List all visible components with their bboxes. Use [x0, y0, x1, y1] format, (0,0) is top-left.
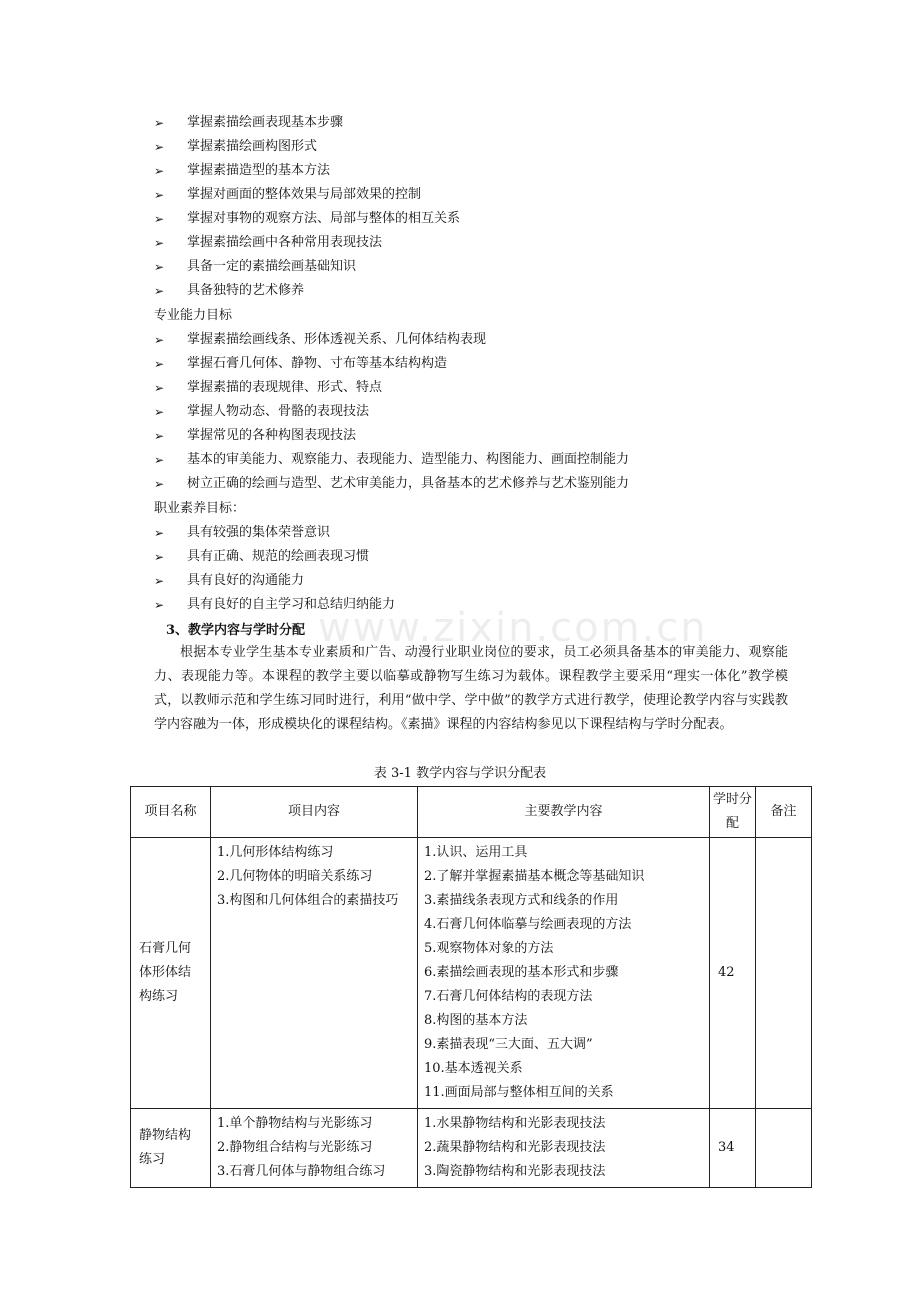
arrow-bullet-icon: ➢ — [154, 260, 165, 274]
list-item-text: 掌握素描绘画构图形式 — [187, 139, 318, 154]
cell-project-name: 石膏几何体形体结构练习 — [131, 838, 211, 1109]
professional-ability-heading: 专业能力目标 — [154, 308, 233, 323]
list-item-text: 掌握石膏几何体、静物、寸布等基本结构构造 — [187, 356, 448, 371]
arrow-bullet-icon: ➢ — [154, 333, 165, 347]
list-item — [152, 111, 460, 135]
list-item-text: 具备一定的素描绘画基础知识 — [187, 259, 357, 274]
list-item — [152, 545, 395, 569]
main-content-line: 6.素描绘画表现的基本形式和步骤 — [424, 965, 619, 980]
cell-notes — [756, 838, 812, 1109]
cell-project-name: 静物结构练习 — [131, 1109, 211, 1188]
content-line: 3.构图和几何体组合的素描技巧 — [217, 893, 399, 908]
cell-notes — [756, 1109, 812, 1188]
arrow-bullet-icon: ➢ — [154, 526, 165, 540]
arrow-bullet-icon: ➢ — [154, 284, 165, 298]
cell-hours: 34 — [710, 1109, 756, 1188]
main-content-line: 4.石膏几何体临摹与绘画表现的方法 — [424, 917, 632, 932]
list-item-text: 具有较强的集体荣誉意识 — [187, 525, 331, 540]
content-line: 2.静物组合结构与光影练习 — [217, 1140, 373, 1155]
main-content-line: 8.构图的基本方法 — [424, 1013, 528, 1028]
main-content-line: 5.观察物体对象的方法 — [424, 941, 554, 956]
cell-hours: 42 — [710, 838, 756, 1109]
list-item-text: 掌握常见的各种构图表现技法 — [187, 428, 357, 443]
list-item — [152, 352, 629, 376]
header-hours: 学时分配 — [710, 787, 756, 838]
list-item — [152, 593, 395, 617]
list-item — [152, 159, 460, 183]
header-project-content: 项目内容 — [211, 787, 418, 838]
list-item-text: 基本的审美能力、观察能力、表现能力、造型能力、构图能力、画面控制能力 — [187, 452, 630, 467]
table-header-row — [131, 787, 812, 838]
arrow-bullet-icon: ➢ — [154, 212, 165, 226]
list-item — [152, 521, 395, 545]
table-caption: 表 3-1 教学内容与学识分配表 — [373, 766, 547, 781]
list-item — [152, 207, 460, 231]
cell-main-content — [418, 838, 710, 1109]
arrow-bullet-icon: ➢ — [154, 116, 165, 130]
list-item — [152, 328, 629, 352]
content-line: 3.石膏几何体与静物组合练习 — [217, 1164, 386, 1179]
list-item-text: 掌握素描造型的基本方法 — [187, 163, 331, 178]
arrow-bullet-icon: ➢ — [154, 429, 165, 443]
allocation-table — [130, 786, 812, 1188]
cell-main-content — [418, 1109, 710, 1188]
content-line: 2.几何物体的明暗关系练习 — [217, 869, 373, 884]
list-item-text: 掌握素描的表现规律、形式、特点 — [187, 380, 383, 395]
arrow-bullet-icon: ➢ — [154, 550, 165, 564]
main-content-line: 2.了解并掌握素描基本概念等基础知识 — [424, 869, 645, 884]
list-item — [152, 376, 629, 400]
list-item — [152, 424, 629, 448]
main-content-line: 9.素描表现“三大面、五大调” — [424, 1037, 593, 1052]
table-row — [131, 1109, 812, 1188]
list-item — [152, 183, 460, 207]
main-content-line: 2.蔬果静物结构和光影表现技法 — [424, 1140, 606, 1155]
table-row — [131, 838, 812, 1109]
list-item-text: 掌握素描绘画表现基本步骤 — [187, 115, 344, 130]
main-content-line: 7.石膏几何体结构的表现方法 — [424, 989, 593, 1004]
arrow-bullet-icon: ➢ — [154, 405, 165, 419]
arrow-bullet-icon: ➢ — [154, 453, 165, 467]
main-content-line: 3.陶瓷静物结构和光影表现技法 — [424, 1164, 606, 1179]
list-item — [152, 279, 460, 303]
main-content-line: 1.认识、运用工具 — [424, 845, 528, 860]
list-item-text: 掌握素描绘画线条、形体透视关系、几何体结构表现 — [187, 332, 487, 347]
arrow-bullet-icon: ➢ — [154, 140, 165, 154]
list-item-text: 掌握对画面的整体效果与局部效果的控制 — [187, 187, 422, 202]
list-item-text: 具有良好的沟通能力 — [187, 573, 305, 588]
arrow-bullet-icon: ➢ — [154, 357, 165, 371]
list-item-text: 掌握人物动态、骨骼的表现技法 — [187, 404, 370, 419]
list-item — [152, 472, 629, 496]
list-item — [152, 569, 395, 593]
list-item-text: 具备独特的艺术修养 — [187, 283, 305, 298]
professional-ability-list — [152, 328, 629, 496]
list-item-text: 掌握对事物的观察方法、局部与整体的相互关系 — [187, 211, 461, 226]
arrow-bullet-icon: ➢ — [154, 164, 165, 178]
main-content-line: 11.画面局部与整体相互间的关系 — [424, 1085, 614, 1100]
arrow-bullet-icon: ➢ — [154, 381, 165, 395]
list-item — [152, 135, 460, 159]
header-project-name: 项目名称 — [131, 787, 211, 838]
vocational-quality-list — [152, 521, 395, 617]
list-item — [152, 231, 460, 255]
header-notes: 备注 — [756, 787, 812, 838]
main-content-line: 1.水果静物结构和光影表现技法 — [424, 1116, 606, 1131]
list-item-text: 树立正确的绘画与造型、艺术审美能力，具备基本的艺术修养与艺术鉴别能力 — [187, 476, 630, 491]
cell-project-content — [211, 1109, 418, 1188]
knowledge-goals-list — [152, 111, 460, 303]
list-item-text: 具有正确、规范的绘画表现习惯 — [187, 549, 370, 564]
arrow-bullet-icon: ➢ — [154, 188, 165, 202]
body-paragraph: 根据本专业学生基本专业素质和广告、动漫行业职业岗位的要求，员工必须具备基本的审美能力、观察能力、表现能力等。本课程的教学主要以临摹或静物写生练习为载体。课程教学主要采用“理实一体化”教学模式，以教师示范和学生练习同时进行，利用“做中学、学中做”的教学方式进行教学，使理论教学内容与实践教学内容融为一体，形成模块化的课程结构。《素描》课程的内容结构参见以下课程结构与学时分配表。 — [154, 645, 788, 732]
header-main-content: 主要教学内容 — [418, 787, 710, 838]
arrow-bullet-icon: ➢ — [154, 598, 165, 612]
list-item-text: 掌握素描绘画中各种常用表现技法 — [187, 235, 383, 250]
arrow-bullet-icon: ➢ — [154, 574, 165, 588]
main-content-line: 3.素描线条表现方式和线条的作用 — [424, 893, 619, 908]
main-content-line: 10.基本透视关系 — [424, 1061, 523, 1076]
arrow-bullet-icon: ➢ — [154, 236, 165, 250]
content-line: 1.单个静物结构与光影练习 — [217, 1116, 373, 1131]
cell-project-content — [211, 838, 418, 1109]
vocational-quality-heading: 职业素养目标： — [154, 501, 246, 516]
content-line: 1.几何形体结构练习 — [217, 845, 334, 860]
list-item-text: 具有良好的自主学习和总结归纳能力 — [187, 597, 396, 612]
watermark: www.zixin.com.cn — [318, 605, 708, 651]
list-item — [152, 400, 629, 424]
list-item — [152, 448, 629, 472]
list-item — [152, 255, 460, 279]
section-title: 3、教学内容与学时分配 — [166, 623, 306, 638]
arrow-bullet-icon: ➢ — [154, 477, 165, 491]
